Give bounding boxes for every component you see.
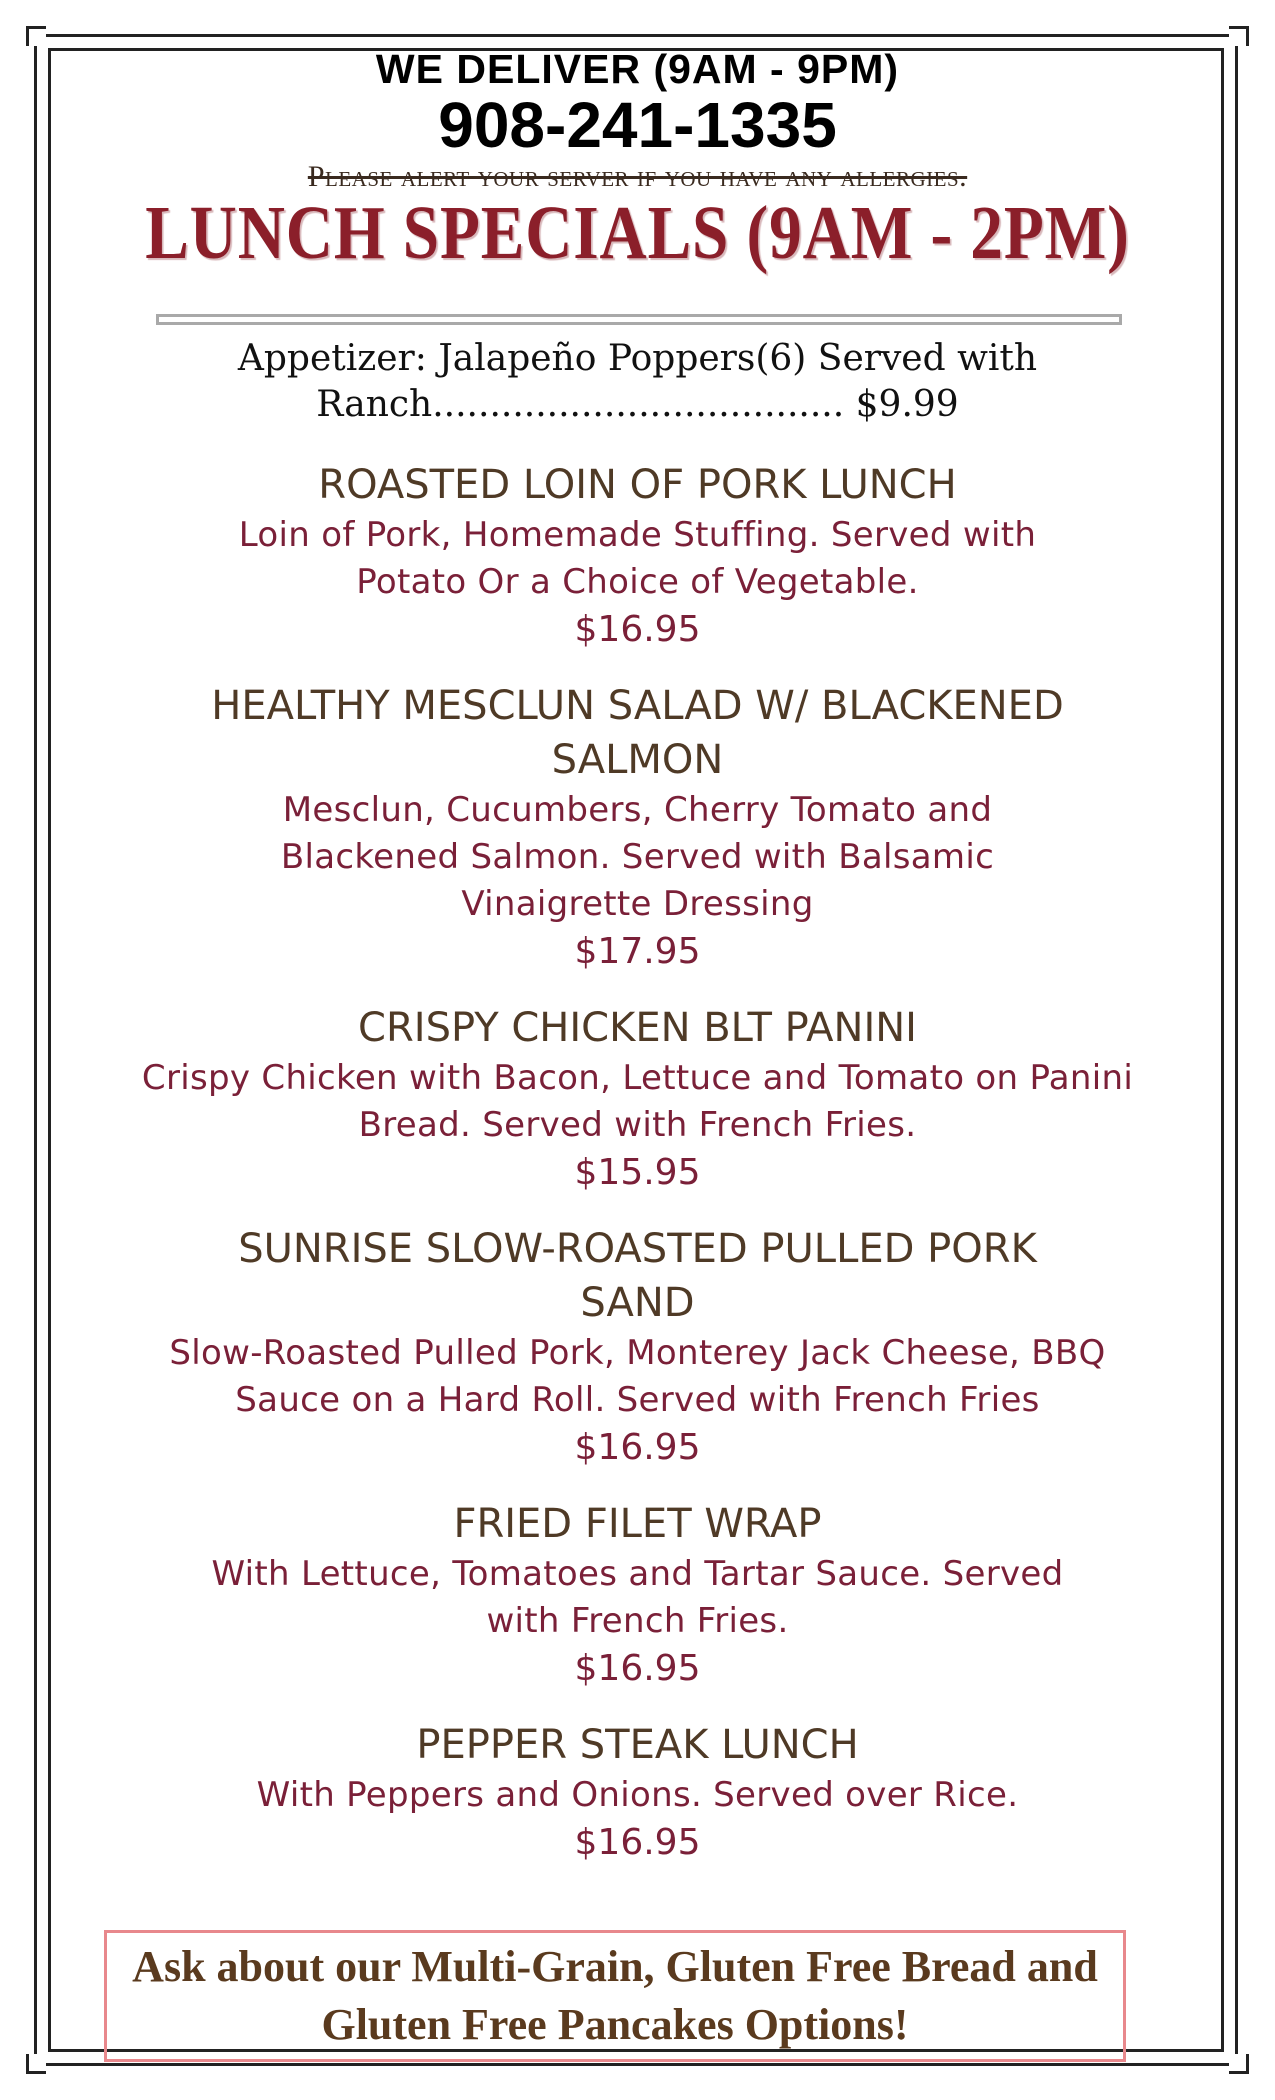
appetizer-line-2: Ranch.................................... $9.99: [316, 384, 959, 425]
appetizer-line-1: Appetizer: Jalapeño Poppers(6) Served with: [237, 338, 1038, 379]
gluten-free-notice-box: [104, 1930, 1126, 2062]
item-name: HEALTHY MESCLUN SALAD W/ BLACKENED SALMON: [211, 683, 1064, 783]
item-description: With Peppers and Onions. Served over Rice.: [256, 1775, 1019, 1815]
gluten-free-notice: Ask about our Multi-Grain, Gluten Free Bread and Gluten Free Pancakes Options!: [132, 1942, 1098, 2049]
corner-ornament: [26, 2054, 46, 2074]
item-price: $17.95: [574, 931, 701, 972]
item-description: Crispy Chicken with Bacon, Lettuce and Tomato on Panini Bread. Served with French Fries.: [141, 1058, 1134, 1145]
item-price: $16.95: [574, 609, 701, 650]
corner-ornament: [26, 26, 46, 46]
menu-item: [60, 1718, 1215, 1866]
item-description: Slow-Roasted Pulled Pork, Monterey Jack Cheese, BBQ Sauce on a Hard Roll. Served with French Fries: [169, 1333, 1106, 1420]
menu-item: [60, 458, 1215, 653]
allergy-notice: Please alert your server if you have any allergies.: [307, 160, 968, 193]
item-name: PEPPER STEAK LUNCH: [416, 1722, 859, 1768]
item-description: With Lettuce, Tomatoes and Tartar Sauce. Served with French Fries.: [211, 1554, 1064, 1641]
menu-item: [60, 1001, 1215, 1196]
item-price: $15.95: [574, 1152, 701, 1193]
item-name: ROASTED LOIN OF PORK LUNCH: [318, 462, 957, 508]
spacer: [60, 274, 1215, 336]
item-description: Mesclun, Cucumbers, Cherry Tomato and Blackened Salmon. Served with Balsamic Vinaigrette Dressing: [280, 790, 995, 924]
menu-item: [60, 1222, 1215, 1471]
delivery-hours: WE DELIVER (9AM - 9PM): [375, 46, 900, 92]
title-divider: [156, 314, 1122, 325]
phone-number[interactable]: 908-241-1335: [438, 89, 837, 161]
item-description: Loin of Pork, Homemade Stuffing. Served with Potato Or a Choice of Vegetable.: [238, 515, 1037, 602]
item-name: SUNRISE SLOW-ROASTED PULLED PORK SAND: [238, 1226, 1037, 1326]
menu-item: [60, 1497, 1215, 1692]
page-title: LUNCH SPECIALS (9AM - 2PM): [145, 191, 1130, 275]
item-price: $16.95: [574, 1648, 701, 1689]
corner-ornament: [1229, 2054, 1249, 2074]
item-name: CRISPY CHICKEN BLT PANINI: [358, 1005, 917, 1051]
item-price: $16.95: [574, 1427, 701, 1468]
corner-ornament: [1229, 26, 1249, 46]
item-name: FRIED FILET WRAP: [453, 1501, 822, 1547]
menu-item: [60, 679, 1215, 975]
item-price: $16.95: [574, 1822, 701, 1863]
